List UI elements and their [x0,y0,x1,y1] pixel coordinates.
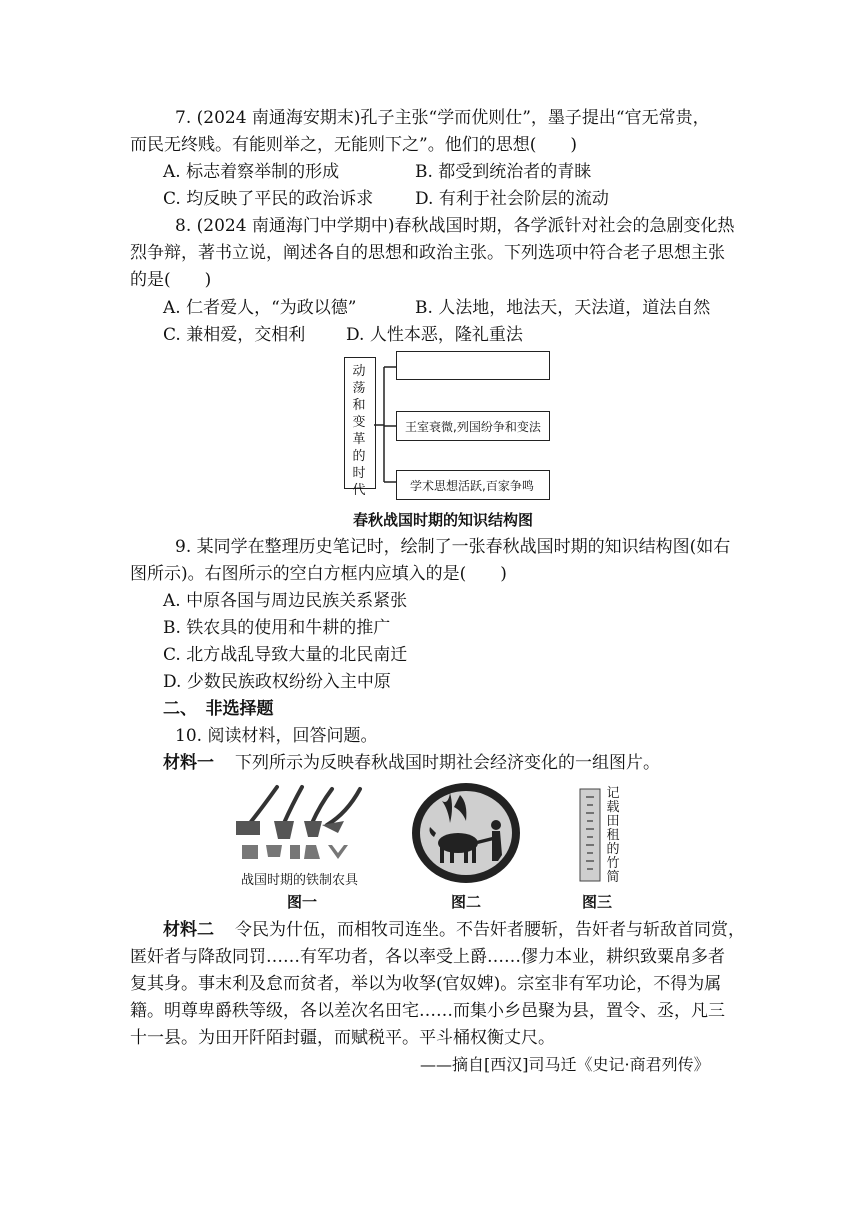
q7-option-b: B. 都受到统治者的青睐 [415,162,592,182]
ox-plowing-image [410,781,522,885]
figure2-label: 图二 [451,893,482,911]
diagram-box3-text: 学术思想活跃,百家争鸣 [410,479,534,493]
q9-line1: 9. 某同学在整理历史笔记时，绘制了一张春秋战国时期的知识结构图(如右 [175,537,731,557]
material2-line5: 十一县。为田开阡陌封疆，而赋税平。平斗桶权衡丈尺。 [130,1028,555,1048]
diagram-left-label: 动荡和变革的时代 [352,364,366,498]
figure3-caption: 记载田租的竹简 [606,786,620,885]
q8-line1: 8. (2024 南通海门中学期中)春秋战国时期，各学派针对社会的急剧变化热 [175,216,735,236]
material1-label: 材料一 [163,753,214,773]
q7-option-c: C. 均反映了平民的政治诉求 [163,189,374,209]
bamboo-slip-image [578,787,604,883]
q7-option-a: A. 标志着察举制的形成 [163,162,340,182]
material1-text: 下列所示为反映春秋战国时期社会经济变化的一组图片。 [235,753,660,773]
figure1-label: 图一 [287,893,318,911]
section-heading: 二、 非选择题 [163,699,274,719]
iron-tools-image [232,783,372,865]
material2-line4: 籍。明尊卑爵秩等级，各以差次名田宅……而集小乡邑聚为县，置令、丞，凡三 [130,1001,725,1021]
figure3-label: 图三 [582,893,613,911]
diagram-caption: 春秋战国时期的知识结构图 [353,511,534,529]
q7-line1: 7. (2024 南通海安期末)孔子主张“学而优则仕”，墨子提出“官无常贵， [175,108,710,128]
q9-line2: 图所示)。右图所示的空白方框内应填入的是( ) [130,564,507,584]
q8-line2: 烈争辩，著书立说，阐述各自的思想和政治主张。下列选项中符合老子思想主张 [130,243,725,263]
q8-line3: 的是( ) [130,270,212,290]
q8-option-c: C. 兼相爱，交相利 [163,325,306,345]
material2-line2: 匿奸者与降敌同罚……有军功者，各以率受上爵……僇力本业，耕织致粟帛多者 [130,947,725,967]
q9-option-a: A. 中原各国与周边民族关系紧张 [163,591,408,611]
q9-option-c: C. 北方战乱导致大量的北民南迁 [163,645,408,665]
diagram-blank-box [396,351,550,380]
material2-line3: 复其身。事末利及怠而贫者，举以为收孥(官奴婢)。宗室非有军功论，不得为属 [130,974,722,994]
q7-line2: 而民无终贱。有能则举之，无能则下之”。他们的思想( ) [130,135,577,155]
material2-line1: 令民为什伍，而相牧司连坐。不告奸者腰斩，告奸者与斩敌首同赏， [235,920,745,940]
q9-option-b: B. 铁农具的使用和牛耕的推广 [163,618,391,638]
q7-option-d: D. 有利于社会阶层的流动 [415,189,609,209]
q9-option-d: D. 少数民族政权纷纷入主中原 [163,672,391,692]
material2-source: ——摘自[西汉]司马迁《史记·商君列传》 [420,1055,710,1074]
q8-option-d: D. 人性本恶，隆礼重法 [346,325,523,345]
q8-option-a: A. 仁者爱人，“为政以德” [163,298,357,318]
diagram-box2-text: 王室衰微,列国纷争和变法 [405,420,541,434]
figure1-caption: 战国时期的铁制农具 [241,873,359,888]
q8-option-b: B. 人法地，地法天，天法道，道法自然 [415,298,711,318]
material2-label: 材料二 [163,920,214,940]
q10-intro: 10. 阅读材料，回答问题。 [175,726,378,746]
